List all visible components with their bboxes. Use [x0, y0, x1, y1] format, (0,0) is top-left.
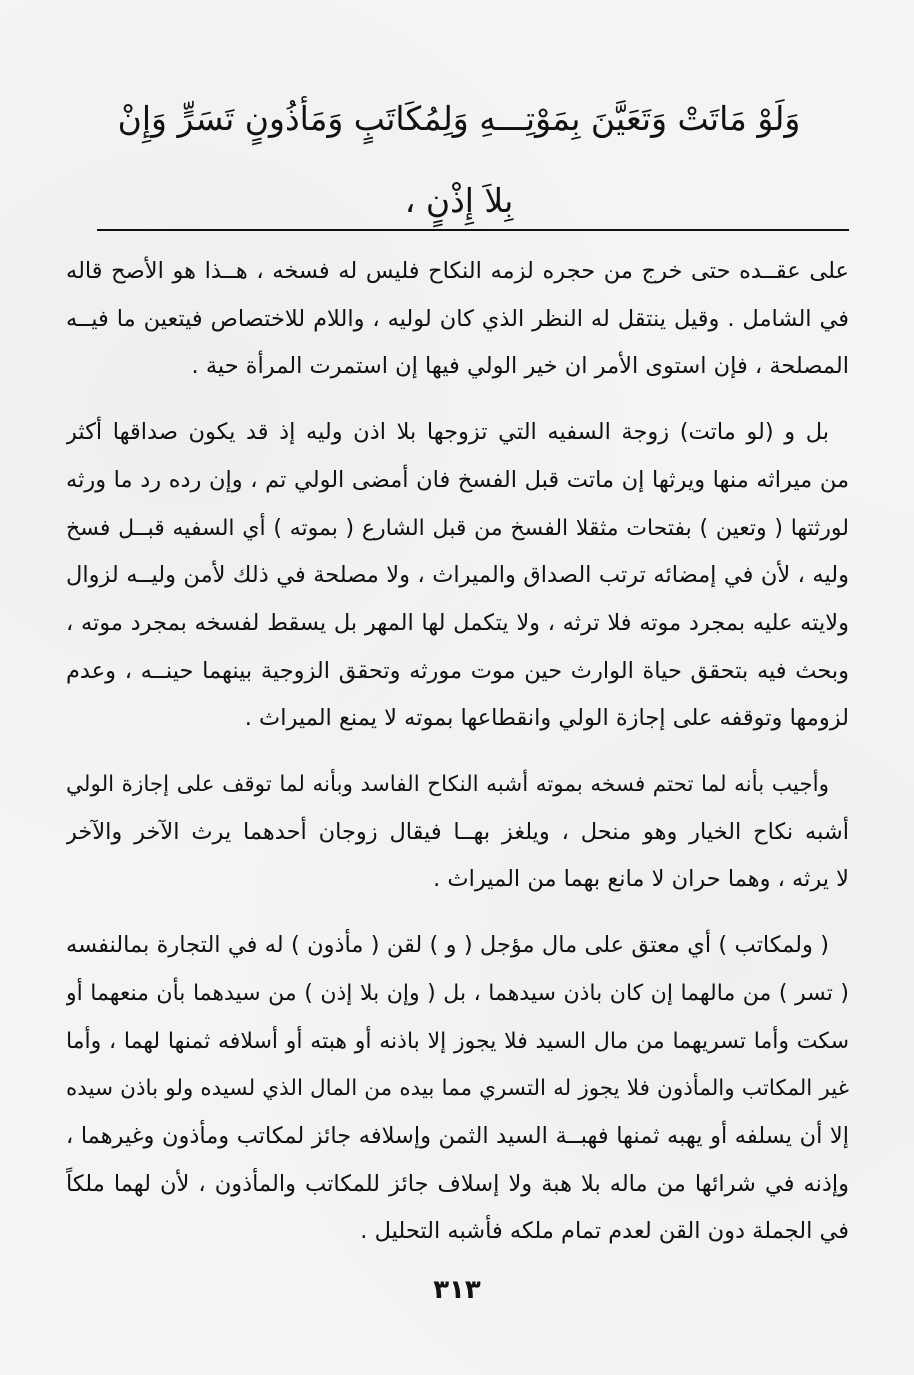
paragraph	[66, 409, 849, 743]
paragraph	[66, 761, 849, 904]
text-line: وإذنه في شرائها من ماله بلا هبة ولا إسلاف جائز للمكاتب والمأذون ، لأن لهما ملكاً	[66, 1170, 849, 1197]
page-number: ٣١٣	[433, 1275, 481, 1305]
text-line: ( ولمكاتب ) أي معتق على مال مؤجل ( و ) لقن ( مأذون ) له في التجارة بمالنفسه	[66, 932, 829, 959]
text-line: وبحث فيه بتحقق حياة الوارث حين موت مورثه وتحقق الزوجية بينهما حينــه ، وعدم	[66, 657, 849, 684]
text-line: على عقــده حتى خرج من حجره لزمه النكاح فليس له فسخه ، هــذا هو الأصح قاله	[66, 258, 849, 284]
text-line: ( تسر ) من مالهما إن كان باذن سيدهما ، بل ( وإن بلا إذن ) من سيدهما بأن منعهما أو	[66, 980, 849, 1006]
verse-line-2: بِلاَ إِذْنٍ ،	[404, 181, 514, 220]
text-line: غير المكاتب والمأذون فلا يجوز له التسري مما بيده من المال الذي لسيده ولو باذن سيده	[66, 1076, 849, 1102]
text-line: ولايته عليه بمجرد موته فلا ترثه ، ولا يتكمل لها المهر بل يسقط لفسخه بمجرد موته ،	[66, 609, 849, 636]
text-line: وأجيب بأنه لما تحتم فسخه بموته أشبه النكاح الفاسد وبأنه لما توقف على إجازة الولي	[66, 772, 829, 798]
text-line: إلا أن يسلفه أو يهبه ثمنها فهبــة السيد الثمن وإسلافه جائز لمكاتب ومأذون وغيرهما ،	[66, 1122, 849, 1149]
verse-line-1: وَلَوْ مَاتَتْ وَتَعَيَّنَ بِمَوْتِـــهِ وَلِمُكَاتَبٍ وَمَأذُونٍ تَسَرٍّ وَإِنْ	[117, 99, 801, 138]
verse-heading	[99, 78, 819, 242]
text-line: في الشامل . وقيل ينتقل له النظر الذي كان لوليه ، واللام للاختصاص فيتعين ما فيــه	[66, 305, 849, 332]
paragraph	[66, 248, 849, 391]
commentary-body	[66, 248, 849, 1274]
text-line: لزومها وتوقفه على إجازة الولي وانقطاعها بموته لا يمنع الميراث .	[244, 705, 849, 732]
text-line: لورثتها ( وتعين ) بفتحات مثقلا الفسخ من قبل الشارع ( بموته ) أي السفيه قبــل فسخ	[66, 515, 849, 541]
text-line: في الجملة دون القن لعدم تمام ملكه فأشبه التحليل .	[360, 1218, 849, 1245]
text-line: لا يرثه ، وهما حران لا مانع بهما من الميراث .	[433, 866, 849, 893]
text-line: سكت وأما تسريهما من مال السيد فلا يجوز إلا باذنه أو هبته أو أسلافه ثمنها لهما ، وأما	[66, 1028, 849, 1054]
text-line: من ميراثه منها ويرثها إن ماتت قبل الفسخ فان أمضى الولي تم ، وإن رده رد ما ورثه	[66, 466, 849, 493]
text-line: وليه ، لأن في إمضائه ترتب الصداق والميراث ، ولا مصلحة في ذلك لأمن وليــه لزوال	[66, 562, 849, 589]
text-line: بل و (لو ماتت) زوجة السفيه التي تزوجها بلا اذن وليه إذ قد يكون صداقها أكثر	[66, 419, 829, 446]
paragraph	[66, 922, 849, 1256]
text-line: أشبه نكاح الخيار وهو منحل ، ويلغز بهــا فيقال زوجان أحدهما يرث الآخر والآخر	[66, 818, 849, 845]
horizontal-divider	[97, 229, 849, 231]
text-line: المصلحة ، فإن استوى الأمر ان خير الولي فيها إن استمرت المرأة حية .	[191, 353, 849, 380]
